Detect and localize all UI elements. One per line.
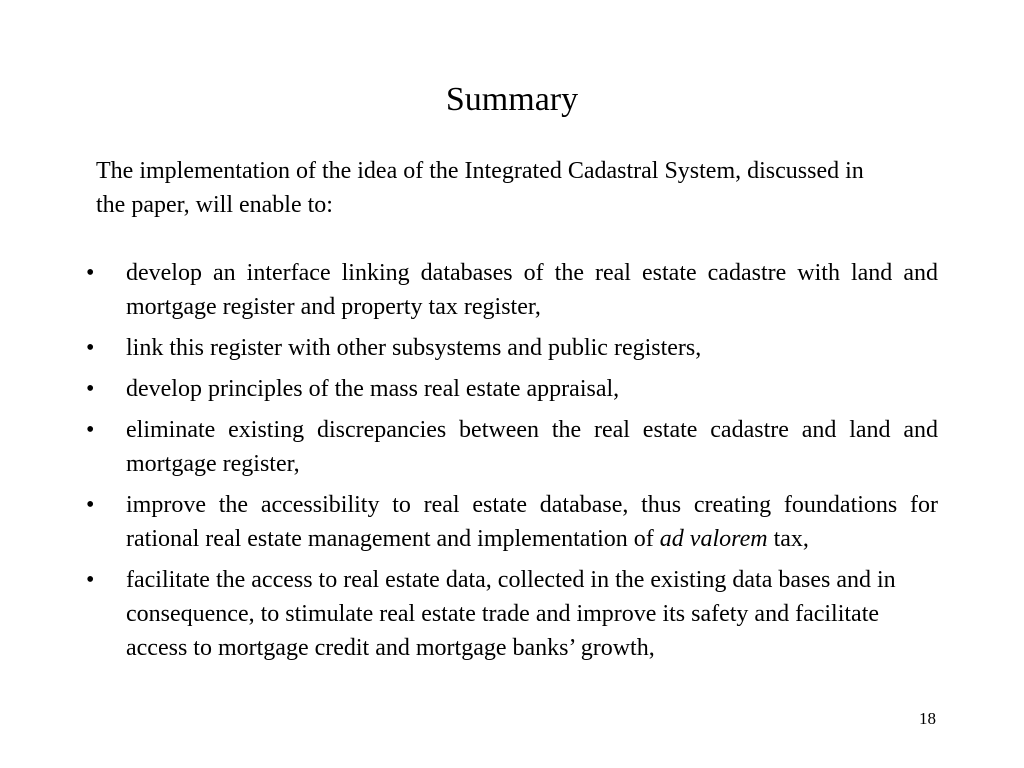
bullet-item [86, 563, 938, 665]
bullet-text-italic: ad valorem [659, 526, 768, 552]
bullet-text-after: tax, [767, 526, 809, 552]
bullet-list [86, 256, 938, 672]
bullet-item [86, 256, 938, 324]
page-number: 18 [919, 709, 936, 728]
bullet-text: develop principles of the mass real estate appraisal, [126, 376, 620, 402]
bullet-item [86, 413, 938, 481]
bullet-icon: • [86, 417, 95, 443]
bullet-text: develop an interface linking databases of the real estate cadastre with land and mortgage register and property tax register, [126, 260, 938, 320]
bullet-icon: • [86, 335, 95, 361]
bullet-text: eliminate existing discrepancies between the real estate cadastre and land and mortgage register, [126, 417, 938, 477]
bullet-item [86, 331, 938, 365]
bullet-icon: • [86, 492, 95, 518]
slide-title: Summary [445, 81, 579, 118]
bullet-text: facilitate the access to real estate data, collected in the existing data bases and in consequence, to stimulate real estate trade and improve its safety and facilitate access to mortgage credit and mortgage banks’ growth, [126, 567, 896, 661]
intro-paragraph: The implementation of the idea of the Integrated Cadastral System, discussed in the paper, will enable to: [96, 158, 864, 218]
bullet-text-before: improve the accessibility to real estate database, thus creating foundations for rational real estate management and implementation of [126, 492, 938, 552]
bullet-text: link this register with other subsystems and public registers, [126, 335, 702, 361]
bullet-icon: • [86, 376, 95, 402]
bullet-item [86, 372, 938, 406]
bullet-icon: • [86, 567, 95, 593]
bullet-item [86, 488, 938, 556]
bullet-icon: • [86, 260, 95, 286]
